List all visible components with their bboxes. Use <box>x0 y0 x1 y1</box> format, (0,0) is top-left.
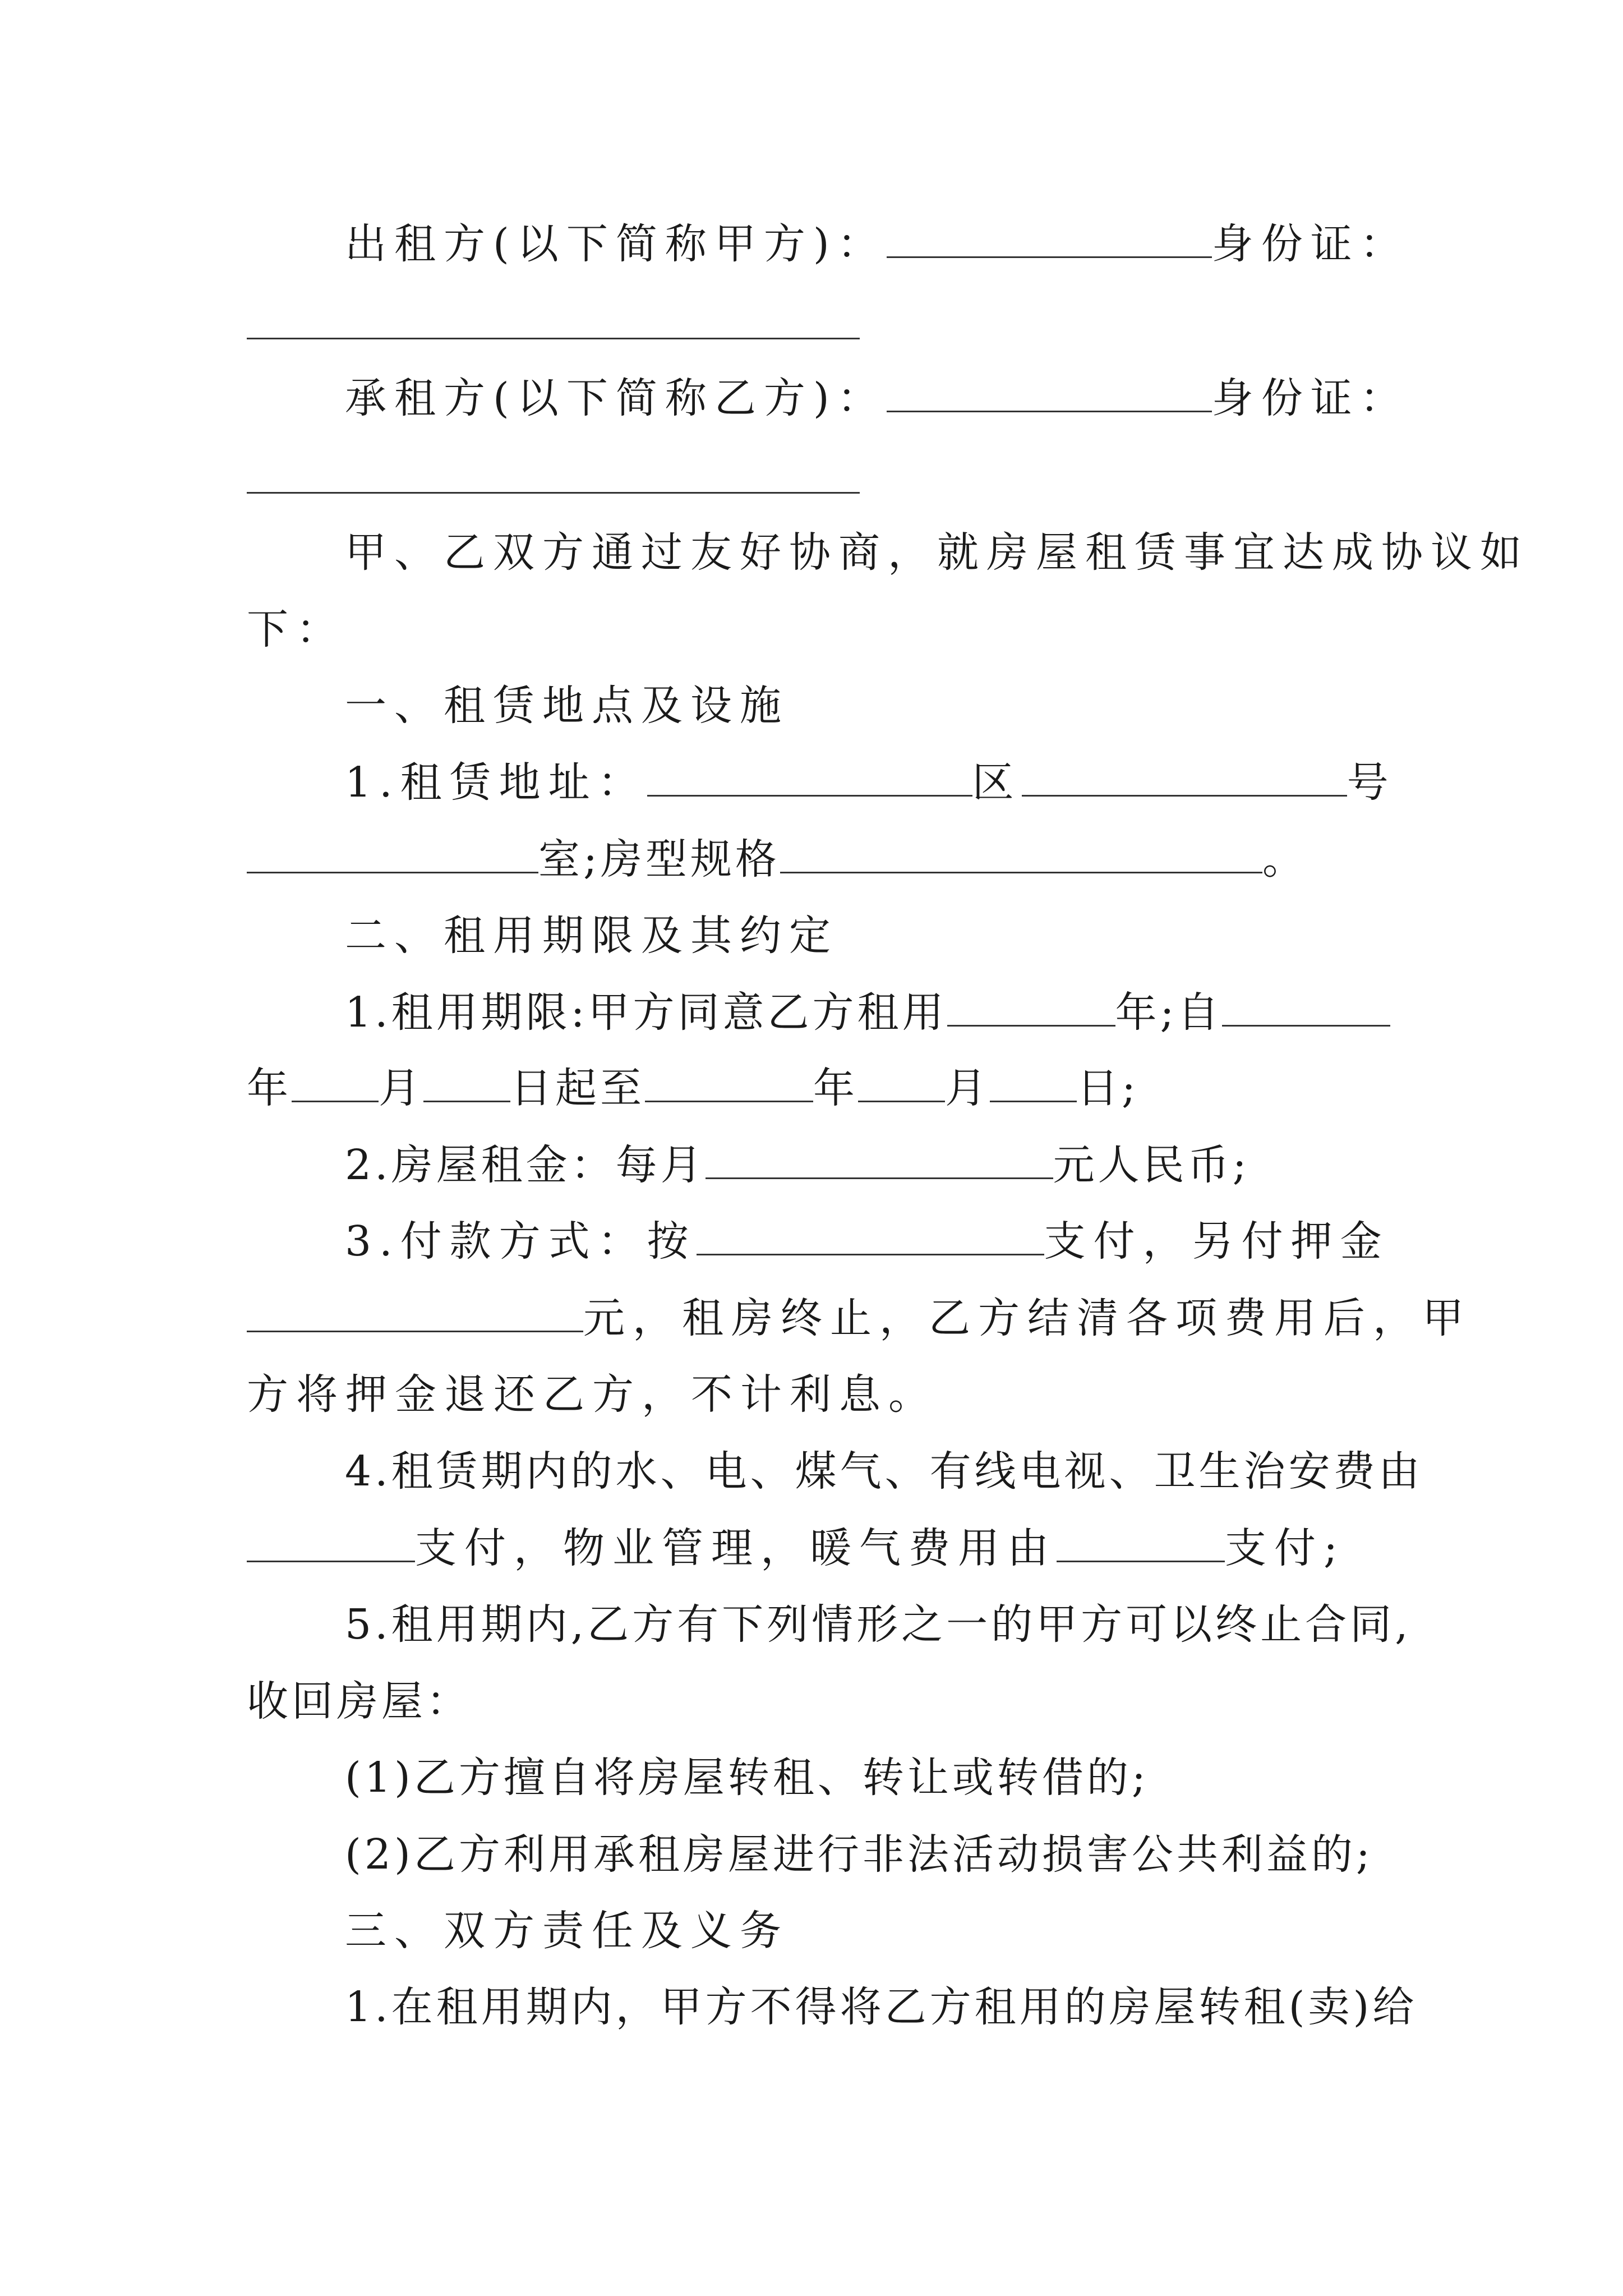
date-to-day-text: 日; <box>1077 1064 1139 1112</box>
terminate-line-1: 5.租用期内,乙方有下列情形之一的甲方可以终止合同, <box>345 1600 1412 1649</box>
end-year-blank <box>645 1063 813 1102</box>
lessor-id-label: 身份证： <box>1211 220 1409 268</box>
rent-line <box>345 1137 1250 1193</box>
start-month-blank <box>292 1063 379 1102</box>
address-label: 1.租赁地址： <box>345 758 647 807</box>
start-year-blank <box>1222 987 1390 1027</box>
term-line <box>345 984 1390 1041</box>
date-year-text: 年 <box>247 1064 292 1112</box>
start-day-blank <box>423 1063 510 1102</box>
lessor-line <box>345 216 1409 272</box>
layout-blank <box>780 834 1262 873</box>
payment-line <box>345 1213 1390 1269</box>
utilities-payer-blank <box>247 1523 415 1562</box>
room-blank <box>247 834 538 873</box>
address-blank <box>647 757 972 797</box>
address-line <box>345 754 1396 811</box>
district-text: 区 <box>972 758 1022 807</box>
date-from-text: 日起至 <box>510 1064 645 1112</box>
terminate-line-2: 收回房屋： <box>247 1677 471 1726</box>
rent-unit: 元人民币; <box>1053 1141 1250 1189</box>
term-label: 1.租用期限:甲方同意乙方租用 <box>345 988 947 1037</box>
utilities-pay-text-2: 支付; <box>1225 1524 1345 1572</box>
term-years-blank <box>947 987 1115 1027</box>
number-text: 号 <box>1347 758 1396 807</box>
lessor-name-blank <box>887 219 1212 258</box>
date-line <box>247 1060 1139 1116</box>
utilities-pay-text: 支付，物业管理，暖气费用由 <box>415 1524 1057 1572</box>
payment-method-blank <box>697 1216 1044 1255</box>
payment-pay-text: 支付，另付押金 <box>1044 1217 1390 1266</box>
room-period: 。 <box>1262 835 1307 884</box>
end-month-blank <box>858 1063 945 1102</box>
lessee-line <box>345 370 1409 426</box>
date-to-year-text: 年 <box>813 1064 858 1112</box>
end-day-blank <box>990 1063 1077 1102</box>
lessor-id-blank <box>247 338 860 339</box>
utilities-line-1: 4.租赁期内的水、电、煤气、有线电视、卫生治安费由 <box>345 1447 1423 1496</box>
date-month-text: 月 <box>379 1064 423 1112</box>
lessor-label: 出租方(以下简称甲方)： <box>345 220 887 268</box>
intro-line-1: 甲、乙双方通过友好协商，就房屋租赁事宜达成协议如 <box>345 528 1529 577</box>
section3-heading: 三、双方责任及义务 <box>345 1907 789 1955</box>
section1-heading: 一、租赁地点及设施 <box>345 682 789 730</box>
utilities-line-2 <box>247 1520 1345 1576</box>
property-payer-blank <box>1057 1523 1225 1562</box>
payment-label: 3.付款方式：按 <box>345 1217 697 1266</box>
room-line <box>247 831 1307 887</box>
deposit-line <box>247 1290 1472 1346</box>
lessee-id-blank <box>247 492 860 494</box>
case-2: (2)乙方利用承租房屋进行非法活动损害公共利益的; <box>345 1830 1373 1879</box>
lessee-name-blank <box>887 373 1212 412</box>
deposit-text: 元，租房终止，乙方结清各项费用后，甲 <box>583 1294 1472 1342</box>
deposit-line-2: 方将押金退还乙方，不计利息。 <box>247 1370 938 1419</box>
section3-item-1: 1.在租用期内，甲方不得将乙方租用的房屋转租(卖)给 <box>345 1983 1418 2031</box>
section2-heading: 二、租用期限及其约定 <box>345 912 838 960</box>
case-1: (1)乙方擅自将房屋转租、转让或转借的; <box>345 1754 1149 1802</box>
lessee-label: 承租方(以下简称乙方)： <box>345 374 887 422</box>
district-blank <box>1022 757 1347 797</box>
rent-blank <box>706 1140 1053 1179</box>
rent-label: 2.房屋租金：每月 <box>345 1141 706 1189</box>
contract-page <box>247 0 1529 2296</box>
room-text: 室;房型规格 <box>538 835 780 884</box>
deposit-blank <box>247 1293 583 1332</box>
term-from-text: 年;自 <box>1115 988 1223 1037</box>
lessee-id-label: 身份证： <box>1211 374 1409 422</box>
intro-line-2: 下： <box>247 605 345 654</box>
date-to-month-text: 月 <box>945 1064 990 1112</box>
